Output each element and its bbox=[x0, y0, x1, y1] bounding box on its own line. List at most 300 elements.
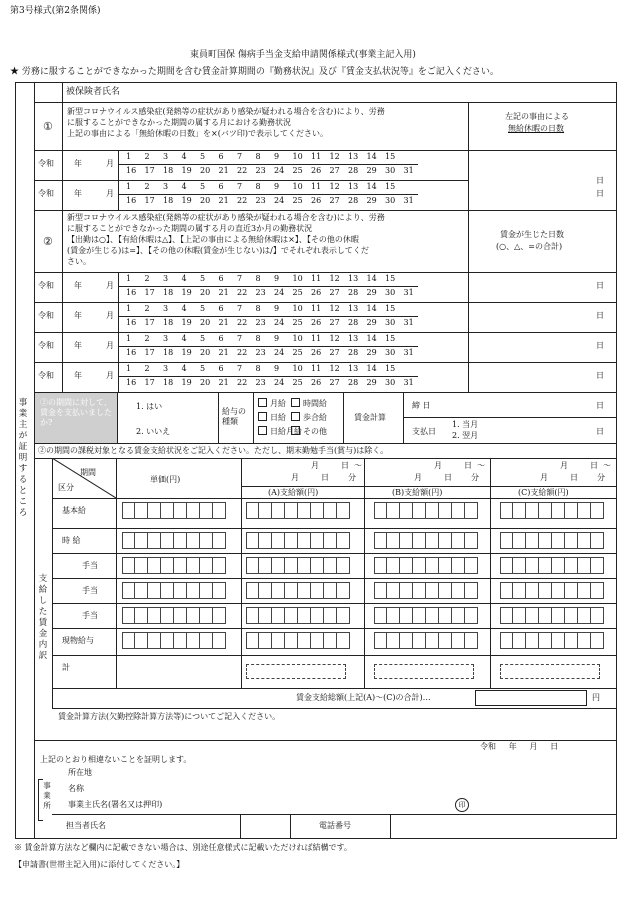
cal-day[interactable]: 16 bbox=[126, 348, 137, 357]
cal-day[interactable]: 17 bbox=[144, 318, 155, 327]
cal-day[interactable]: 14 bbox=[366, 334, 377, 343]
cal-day[interactable]: 4 bbox=[181, 364, 187, 373]
amount-cells[interactable] bbox=[374, 502, 478, 519]
period-day: 日 bbox=[464, 461, 472, 470]
pay-type-option[interactable] bbox=[258, 398, 286, 409]
amount-cells[interactable] bbox=[500, 632, 604, 649]
cal-day[interactable]: 24 bbox=[274, 378, 285, 387]
sec1-right-2: 無給休暇の日数 bbox=[508, 124, 564, 133]
amount-cells[interactable] bbox=[500, 582, 604, 599]
cal-day[interactable]: 2 bbox=[144, 182, 150, 191]
cal-day[interactable]: 28 bbox=[348, 378, 359, 387]
cal-day[interactable]: 27 bbox=[329, 166, 340, 175]
cal-day[interactable]: 15 bbox=[385, 274, 396, 283]
period-tilde: 〜 bbox=[603, 461, 611, 470]
cal-day[interactable]: 28 bbox=[348, 288, 359, 297]
cal-day[interactable]: 16 bbox=[126, 166, 137, 175]
period-day-2: 日 bbox=[444, 473, 452, 482]
cal-day[interactable]: 19 bbox=[181, 288, 192, 297]
checkbox-icon[interactable] bbox=[258, 426, 267, 435]
cal-day[interactable]: 29 bbox=[366, 318, 377, 327]
cal-day[interactable]: 21 bbox=[218, 348, 229, 357]
cal-day[interactable]: 24 bbox=[274, 318, 285, 327]
amount-cells[interactable] bbox=[500, 557, 604, 574]
cal-day[interactable]: 8 bbox=[255, 274, 261, 283]
cal-day[interactable]: 3 bbox=[163, 334, 169, 343]
pay-type-label-text: 日給 bbox=[270, 413, 286, 422]
cal-day[interactable]: 26 bbox=[311, 288, 322, 297]
unit-price-header: 単価(円) bbox=[150, 475, 181, 484]
cal-day[interactable]: 26 bbox=[311, 196, 322, 205]
cal-day[interactable]: 13 bbox=[348, 182, 359, 191]
cal-day[interactable]: 17 bbox=[144, 288, 155, 297]
jigyosho-bracket bbox=[38, 779, 43, 821]
cal-day[interactable]: 25 bbox=[292, 196, 303, 205]
cal-day[interactable]: 14 bbox=[366, 304, 377, 313]
gray-question: ②の期間に対して、賃金を支払いましたか? bbox=[40, 398, 112, 427]
amount-cells[interactable] bbox=[246, 582, 350, 599]
cal-day[interactable]: 11 bbox=[311, 304, 322, 313]
cal-day[interactable]: 5 bbox=[200, 364, 206, 373]
cal-day[interactable]: 25 bbox=[292, 166, 303, 175]
jigyo-side-label: 事業主が証明するところ bbox=[18, 398, 28, 518]
cal-day[interactable]: 18 bbox=[163, 288, 174, 297]
cal-day[interactable]: 10 bbox=[292, 182, 303, 191]
amount-cells[interactable] bbox=[374, 532, 478, 549]
cal-day[interactable]: 16 bbox=[126, 318, 137, 327]
calc-label: 賃金計算 bbox=[354, 413, 386, 422]
cal-day[interactable]: 23 bbox=[255, 318, 266, 327]
cal-day[interactable]: 4 bbox=[181, 152, 187, 161]
cal-day[interactable]: 14 bbox=[366, 274, 377, 283]
cert-name: 名称 bbox=[68, 784, 84, 793]
cal-days-row1 bbox=[126, 152, 404, 162]
cal-day[interactable]: 22 bbox=[237, 166, 248, 175]
period-day: 日 bbox=[341, 461, 349, 470]
cal-day[interactable]: 13 bbox=[348, 364, 359, 373]
pay-yes-option[interactable]: 1. はい bbox=[136, 402, 163, 411]
cal-day[interactable]: 15 bbox=[385, 364, 396, 373]
cal-day[interactable]: 5 bbox=[200, 182, 206, 191]
amount-cells[interactable] bbox=[122, 632, 226, 649]
cal-day[interactable]: 15 bbox=[385, 152, 396, 161]
cal-day[interactable]: 15 bbox=[385, 334, 396, 343]
cal-day[interactable]: 12 bbox=[329, 364, 340, 373]
cal-day[interactable]: 29 bbox=[366, 288, 377, 297]
cal-day[interactable]: 6 bbox=[218, 152, 224, 161]
total-yen: 円 bbox=[592, 693, 600, 702]
cal-year-2: 年 bbox=[74, 281, 82, 290]
cal-day[interactable]: 22 bbox=[237, 196, 248, 205]
cal-day[interactable]: 19 bbox=[181, 166, 192, 175]
cal-day[interactable]: 5 bbox=[200, 334, 206, 343]
cal-day[interactable]: 1 bbox=[126, 152, 132, 161]
cal-day[interactable]: 11 bbox=[311, 274, 322, 283]
row-label: 手当 bbox=[82, 611, 98, 620]
cal-day[interactable]: 30 bbox=[385, 196, 396, 205]
col-b-header: (B)支給額(円) bbox=[392, 488, 443, 497]
cal-day[interactable]: 7 bbox=[237, 152, 243, 161]
cal-day[interactable]: 16 bbox=[126, 378, 137, 387]
cal-day[interactable]: 14 bbox=[366, 182, 377, 191]
cert-statement: 上記のとおり相違ないことを証明します。 bbox=[40, 755, 192, 764]
sec2-right-1: 賃金が生じた日数 bbox=[500, 230, 564, 239]
cal-day[interactable]: 2 bbox=[144, 274, 150, 283]
cal-day[interactable]: 12 bbox=[329, 152, 340, 161]
cal-day[interactable]: 5 bbox=[200, 304, 206, 313]
cal-day[interactable]: 12 bbox=[329, 274, 340, 283]
sec2-text-2: に服することができなかった期間の属する月の直近3か月の勤務状況 bbox=[67, 224, 313, 233]
cal-day[interactable]: 13 bbox=[348, 304, 359, 313]
cal-day[interactable]: 29 bbox=[366, 166, 377, 175]
cal-day[interactable]: 10 bbox=[292, 364, 303, 373]
cal-day[interactable]: 23 bbox=[255, 196, 266, 205]
amount-cells[interactable] bbox=[374, 582, 478, 599]
cal-day[interactable]: 18 bbox=[163, 378, 174, 387]
sec1-text-3: 上記の事由による「無給休暇の日数」を×(バツ印)で表示してください。 bbox=[67, 129, 328, 138]
cal-day[interactable]: 23 bbox=[255, 348, 266, 357]
pay-type-option[interactable] bbox=[291, 426, 327, 437]
footer-attach: 【申請書(世帯主記入用)に添付してください。】 bbox=[14, 860, 185, 869]
cal-day[interactable]: 1 bbox=[126, 364, 132, 373]
cal-day[interactable]: 1 bbox=[126, 274, 132, 283]
total-cell[interactable] bbox=[500, 664, 600, 679]
cal-day[interactable]: 11 bbox=[311, 334, 322, 343]
cal-reiwa-4: 令和 bbox=[38, 341, 54, 350]
cal-day[interactable]: 25 bbox=[292, 348, 303, 357]
cal-day[interactable]: 18 bbox=[163, 166, 174, 175]
period-month-2: 月 bbox=[291, 473, 299, 482]
cal-day[interactable]: 7 bbox=[237, 182, 243, 191]
cal-day[interactable]: 27 bbox=[329, 318, 340, 327]
cal-day[interactable]: 30 bbox=[385, 288, 396, 297]
cal-day[interactable]: 19 bbox=[181, 318, 192, 327]
cal-day[interactable]: 24 bbox=[274, 288, 285, 297]
pay-type-option[interactable] bbox=[291, 398, 327, 409]
sec1-text-1: 新型コロナウイルス感染症(発熱等の症状があり感染が疑われる場合を含む)により、労務 bbox=[67, 107, 385, 116]
cal-day[interactable]: 6 bbox=[218, 274, 224, 283]
cal-day[interactable]: 2 bbox=[144, 334, 150, 343]
cal-day[interactable]: 2 bbox=[144, 304, 150, 313]
pay-type-label-text: 時間給 bbox=[303, 399, 327, 408]
period-tilde: 〜 bbox=[354, 461, 362, 470]
cal-day[interactable]: 4 bbox=[181, 334, 187, 343]
cal-day[interactable]: 15 bbox=[385, 304, 396, 313]
amount-cells[interactable] bbox=[246, 632, 350, 649]
cal-day[interactable]: 22 bbox=[237, 318, 248, 327]
checkbox-icon[interactable] bbox=[291, 398, 300, 407]
shime-day-unit: 日 bbox=[596, 401, 604, 410]
cal-day[interactable]: 22 bbox=[237, 348, 248, 357]
amount-cells[interactable] bbox=[122, 532, 226, 549]
cal-day[interactable]: 8 bbox=[255, 304, 261, 313]
cal-day[interactable]: 7 bbox=[237, 334, 243, 343]
period-day-2: 日 bbox=[570, 473, 578, 482]
cal-day[interactable]: 11 bbox=[311, 364, 322, 373]
amount-cells[interactable] bbox=[246, 607, 350, 624]
cal-day[interactable]: 26 bbox=[311, 378, 322, 387]
period-bun: 分 bbox=[348, 473, 356, 482]
cal-day[interactable]: 22 bbox=[237, 378, 248, 387]
amount-cells[interactable] bbox=[246, 502, 350, 519]
cal-day[interactable]: 17 bbox=[144, 348, 155, 357]
sec2-text-1: 新型コロナウイルス感染症(発熱等の症状があり感染が疑われる場合を含む)により、労務 bbox=[67, 213, 385, 222]
cal-day[interactable]: 25 bbox=[292, 288, 303, 297]
cal-day[interactable]: 6 bbox=[218, 334, 224, 343]
seal-mark: 印 bbox=[455, 798, 469, 812]
cal-day[interactable]: 1 bbox=[126, 182, 132, 191]
cal-month-0: 月 bbox=[106, 159, 114, 168]
sec2-text-4: (賃金が生じる)は=】、【その他の休暇(賃金が生じない)は/】でそれぞれ表示してくだ bbox=[67, 246, 369, 255]
cal-day[interactable]: 9 bbox=[274, 152, 280, 161]
cal-day[interactable]: 9 bbox=[274, 182, 280, 191]
cal-day[interactable]: 10 bbox=[292, 304, 303, 313]
cal-day[interactable]: 18 bbox=[163, 196, 174, 205]
payday-option-2[interactable]: 2. 翌月 bbox=[452, 431, 479, 440]
sec2-right-2: (○、△、=の合計) bbox=[496, 242, 563, 251]
cal-day[interactable]: 23 bbox=[255, 166, 266, 175]
amount-cells[interactable] bbox=[374, 557, 478, 574]
cal-day[interactable]: 20 bbox=[200, 166, 211, 175]
sec2-number: ② bbox=[43, 235, 53, 248]
cal-day[interactable]: 10 bbox=[292, 152, 303, 161]
cal-day[interactable]: 19 bbox=[181, 196, 192, 205]
cal-day[interactable]: 17 bbox=[144, 166, 155, 175]
cal-day[interactable]: 31 bbox=[403, 166, 414, 175]
amount-cells[interactable] bbox=[122, 557, 226, 574]
cal-day[interactable]: 7 bbox=[237, 274, 243, 283]
amount-cells[interactable] bbox=[500, 532, 604, 549]
cal-day[interactable]: 28 bbox=[348, 318, 359, 327]
cal-day[interactable]: 1 bbox=[126, 304, 132, 313]
cal-day[interactable]: 20 bbox=[200, 348, 211, 357]
cal-day[interactable]: 17 bbox=[144, 196, 155, 205]
cal-day[interactable]: 3 bbox=[163, 364, 169, 373]
cal-year-1: 年 bbox=[74, 189, 82, 198]
cal-day[interactable]: 28 bbox=[348, 166, 359, 175]
sec1-number: ① bbox=[43, 120, 53, 133]
cal-day[interactable]: 28 bbox=[348, 348, 359, 357]
notice-text: ★ 労務に服することができなかった期間を含む賃金計算期間の『勤務状況』及び『賃金支払状況等』をご記入ください。 bbox=[10, 67, 499, 77]
checkbox-icon[interactable] bbox=[258, 412, 267, 421]
cal-day[interactable]: 3 bbox=[163, 182, 169, 191]
cal-day[interactable]: 8 bbox=[255, 152, 261, 161]
cal-day[interactable]: 30 bbox=[385, 348, 396, 357]
amount-cells[interactable] bbox=[374, 607, 478, 624]
cal-day[interactable]: 21 bbox=[218, 288, 229, 297]
cal-day[interactable]: 22 bbox=[237, 288, 248, 297]
cal-days-row2 bbox=[126, 196, 422, 206]
cal-day[interactable]: 8 bbox=[255, 334, 261, 343]
form-title: 東員町国保 傷病手当金支給申請関係様式(事業主記入用) bbox=[190, 50, 416, 60]
cal-day[interactable]: 29 bbox=[366, 378, 377, 387]
cal-day[interactable]: 20 bbox=[200, 318, 211, 327]
shime-label: 締 日 bbox=[412, 401, 431, 410]
amount-cells[interactable] bbox=[246, 532, 350, 549]
period-month-2: 月 bbox=[540, 473, 548, 482]
cal-day[interactable]: 26 bbox=[311, 166, 322, 175]
cal-day[interactable]: 3 bbox=[163, 152, 169, 161]
cal-day[interactable]: 30 bbox=[385, 378, 396, 387]
cal-day-unit-2: 日 bbox=[596, 281, 604, 290]
pay-type-label-text: 歩合給 bbox=[303, 413, 327, 422]
cal-reiwa-1: 令和 bbox=[38, 189, 54, 198]
cal-day[interactable]: 5 bbox=[200, 152, 206, 161]
cal-day[interactable]: 31 bbox=[403, 288, 414, 297]
cal-day[interactable]: 14 bbox=[366, 152, 377, 161]
cal-day[interactable]: 31 bbox=[403, 196, 414, 205]
cal-day[interactable]: 10 bbox=[292, 274, 303, 283]
cal-day[interactable]: 19 bbox=[181, 348, 192, 357]
cal-day[interactable]: 18 bbox=[163, 348, 174, 357]
cal-day[interactable]: 7 bbox=[237, 304, 243, 313]
checkbox-icon[interactable] bbox=[291, 426, 300, 435]
cal-day[interactable]: 3 bbox=[163, 304, 169, 313]
pay-type-option[interactable] bbox=[258, 412, 286, 423]
cal-days-row2 bbox=[126, 318, 422, 328]
cal-day[interactable]: 20 bbox=[200, 196, 211, 205]
cal-day[interactable]: 20 bbox=[200, 288, 211, 297]
period-month: 月 bbox=[311, 461, 319, 470]
cal-day[interactable]: 28 bbox=[348, 196, 359, 205]
cal-day[interactable]: 5 bbox=[200, 274, 206, 283]
cal-days-row2 bbox=[126, 348, 422, 358]
cal-day[interactable]: 27 bbox=[329, 288, 340, 297]
cal-day[interactable]: 18 bbox=[163, 318, 174, 327]
cal-day[interactable]: 13 bbox=[348, 334, 359, 343]
amount-cells[interactable] bbox=[122, 607, 226, 624]
total-input[interactable] bbox=[475, 690, 587, 706]
cal-day[interactable]: 31 bbox=[403, 318, 414, 327]
row-label: 基本給 bbox=[62, 506, 86, 515]
jigyosho-side-label: 事業所 bbox=[43, 781, 51, 810]
cal-day[interactable]: 3 bbox=[163, 274, 169, 283]
cal-day[interactable]: 9 bbox=[274, 364, 280, 373]
method-label: 賃金計算方法(欠勤控除計算方法等)についてご記入ください。 bbox=[58, 712, 281, 721]
cal-day[interactable]: 11 bbox=[311, 182, 322, 191]
cal-day[interactable]: 27 bbox=[329, 196, 340, 205]
cal-day[interactable]: 15 bbox=[385, 182, 396, 191]
cal-day[interactable]: 12 bbox=[329, 334, 340, 343]
cal-day[interactable]: 21 bbox=[218, 196, 229, 205]
cal-day[interactable]: 10 bbox=[292, 334, 303, 343]
pay-no-option[interactable]: 2. いいえ bbox=[136, 427, 171, 436]
cal-day-unit-1: 日 bbox=[596, 189, 604, 198]
total-cell[interactable] bbox=[246, 664, 346, 679]
cal-days-row1 bbox=[126, 334, 404, 344]
cal-day[interactable]: 8 bbox=[255, 364, 261, 373]
cal-day[interactable]: 24 bbox=[274, 166, 285, 175]
cal-day[interactable]: 16 bbox=[126, 196, 137, 205]
cal-month-5: 月 bbox=[106, 371, 114, 380]
cal-day[interactable]: 19 bbox=[181, 378, 192, 387]
cal-day[interactable]: 9 bbox=[274, 334, 280, 343]
cal-day[interactable]: 30 bbox=[385, 166, 396, 175]
cal-day[interactable]: 21 bbox=[218, 378, 229, 387]
cal-day[interactable]: 6 bbox=[218, 304, 224, 313]
cal-day[interactable]: 4 bbox=[181, 304, 187, 313]
cal-day[interactable]: 24 bbox=[274, 196, 285, 205]
cal-day[interactable]: 1 bbox=[126, 334, 132, 343]
cal-day[interactable]: 21 bbox=[218, 166, 229, 175]
row-label: 手当 bbox=[82, 561, 98, 570]
pay-type-option[interactable] bbox=[291, 412, 327, 423]
checkbox-icon[interactable] bbox=[291, 412, 300, 421]
cal-day[interactable]: 27 bbox=[329, 348, 340, 357]
cal-day[interactable]: 9 bbox=[274, 274, 280, 283]
cal-day[interactable]: 7 bbox=[237, 364, 243, 373]
kubun-header: 区分 bbox=[58, 483, 74, 492]
cal-day[interactable]: 31 bbox=[403, 378, 414, 387]
cal-day[interactable]: 2 bbox=[144, 152, 150, 161]
cal-days-row2 bbox=[126, 166, 422, 176]
cal-day[interactable]: 24 bbox=[274, 348, 285, 357]
form-number: 第3号様式(第2条関係) bbox=[10, 6, 101, 16]
shikyu-side-label: 支給した賃金内訳 bbox=[38, 574, 48, 661]
amount-cells[interactable] bbox=[500, 607, 604, 624]
cal-day[interactable]: 8 bbox=[255, 182, 261, 191]
cal-day[interactable]: 4 bbox=[181, 182, 187, 191]
cal-day[interactable]: 25 bbox=[292, 318, 303, 327]
amount-cells[interactable] bbox=[122, 582, 226, 599]
amount-cells[interactable] bbox=[374, 632, 478, 649]
amount-cells[interactable] bbox=[122, 502, 226, 519]
cal-day[interactable]: 4 bbox=[181, 274, 187, 283]
cal-day[interactable]: 26 bbox=[311, 348, 322, 357]
cal-day[interactable]: 2 bbox=[144, 364, 150, 373]
cal-day[interactable]: 13 bbox=[348, 274, 359, 283]
cal-day[interactable]: 30 bbox=[385, 318, 396, 327]
cal-day[interactable]: 25 bbox=[292, 378, 303, 387]
cal-day[interactable]: 27 bbox=[329, 378, 340, 387]
cal-reiwa-2: 令和 bbox=[38, 281, 54, 290]
period-month-2: 月 bbox=[414, 473, 422, 482]
cal-day[interactable]: 9 bbox=[274, 304, 280, 313]
cal-days-row2 bbox=[126, 288, 422, 298]
cal-day[interactable]: 6 bbox=[218, 182, 224, 191]
cal-day[interactable]: 12 bbox=[329, 304, 340, 313]
cal-day[interactable]: 31 bbox=[403, 348, 414, 357]
amount-cells[interactable] bbox=[500, 502, 604, 519]
cal-day[interactable]: 13 bbox=[348, 152, 359, 161]
cal-days-row1 bbox=[126, 304, 404, 314]
cal-day[interactable]: 12 bbox=[329, 182, 340, 191]
cal-day[interactable]: 6 bbox=[218, 364, 224, 373]
cal-day[interactable]: 23 bbox=[255, 288, 266, 297]
checkbox-icon[interactable] bbox=[258, 398, 267, 407]
cal-day[interactable]: 26 bbox=[311, 318, 322, 327]
cal-day[interactable]: 29 bbox=[366, 348, 377, 357]
row-label: 現物給与 bbox=[62, 636, 94, 645]
total-cell[interactable] bbox=[374, 664, 474, 679]
amount-cells[interactable] bbox=[246, 557, 350, 574]
cal-day[interactable]: 11 bbox=[311, 152, 322, 161]
cal-year-3: 年 bbox=[74, 311, 82, 320]
period-day-2: 日 bbox=[321, 473, 329, 482]
cal-days-row1 bbox=[126, 182, 404, 192]
cal-day[interactable]: 20 bbox=[200, 378, 211, 387]
cal-day[interactable]: 16 bbox=[126, 288, 137, 297]
cal-day[interactable]: 14 bbox=[366, 364, 377, 373]
cal-day[interactable]: 21 bbox=[218, 318, 229, 327]
period-day: 日 bbox=[590, 461, 598, 470]
cert-address: 所在地 bbox=[68, 768, 92, 777]
cal-day[interactable]: 29 bbox=[366, 196, 377, 205]
pay-type-label: 給与の種類 bbox=[222, 407, 246, 426]
cal-day[interactable]: 17 bbox=[144, 378, 155, 387]
payday-option-1[interactable]: 1. 当月 bbox=[452, 420, 479, 429]
cal-day[interactable]: 23 bbox=[255, 378, 266, 387]
